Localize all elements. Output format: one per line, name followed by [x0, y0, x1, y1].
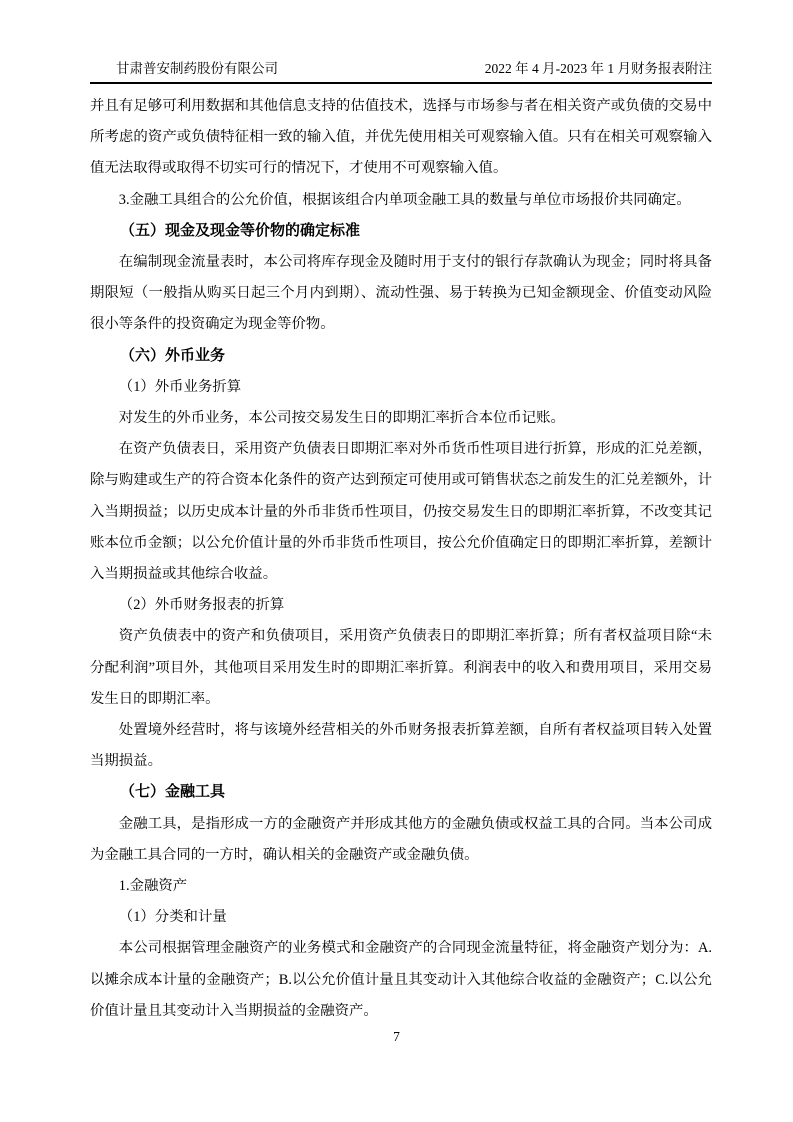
section-heading: （七）金融工具 [120, 784, 226, 801]
paragraph: 本公司根据管理金融资产的业务模式和金融资产的合同现金流量特征，将金融资产划分为：A.以摊余成本计量的金融资产；B.以公允价值计量且其变动计入其他综合收益的金融资产；C.以公允价值计量且其变动计入当期损益的金融资产。 [90, 940, 712, 1019]
paragraph: 资产负债表中的资产和负债项目，采用资产负债表日的即期汇率折算；所有者权益项目除“未分配利润”项目外，其他项目采用发生时的即期汇率折算。利润表中的收入和费用项目，采用交易发生日的即期汇率。 [90, 628, 712, 707]
paragraph: 对发生的外币业务，本公司按交易发生日的即期汇率折合本位币记账。 [118, 410, 565, 427]
section-heading: （五）现金及现金等价物的确定标准 [120, 222, 361, 239]
document-body [90, 91, 712, 1027]
paragraph: 处置境外经营时，将与该境外经营相关的外币财务报表折算差额，自所有者权益项目转入处置当期损益。 [90, 722, 712, 770]
sub-heading: （2）外币财务报表的折算 [118, 597, 285, 614]
sub-heading: （1）分类和计量 [118, 909, 227, 926]
header-company-name: 甘肃普安制药股份有限公司 [116, 61, 278, 76]
page-header [90, 60, 712, 84]
section-heading: （六）外币业务 [120, 347, 226, 364]
page-number: 7 [393, 1029, 400, 1044]
sub-heading: 1.金融资产 [118, 878, 188, 895]
paragraph: 在资产负债表日，采用资产负债表日即期汇率对外币货币性项目进行折算，形成的汇兑差额，除与购建或生产的符合资本化条件的资产达到预定可使用或可销售状态之前发生的汇兑差额外，计入当期损益；以历史成本计量的外币非货币性项目，仍按交易发生日的即期汇率折算，不改变其记账本位币金额；以公允价值计量的外币非货币性项目，按公允价值确定日的即期汇率折算，差额计入当期损益或其他综合收益。 [90, 441, 712, 583]
paragraph: 3.金融工具组合的公允价值，根据该组合内单项金融工具的数量与单位市场报价共同确定。 [118, 191, 691, 208]
paragraph: 金融工具，是指形成一方的金融资产并形成其他方的金融负债或权益工具的合同。当本公司成为金融工具合同的一方时，确认相关的金融资产或金融负债。 [90, 815, 712, 863]
sub-heading: （1）外币业务折算 [118, 378, 242, 395]
header-row [90, 60, 712, 78]
paragraph: 在编制现金流量表时，本公司将库存现金及随时用于支付的银行存款确认为现金；同时将具备期限短（一般指从购买日起三个月内到期）、流动性强、易于转换为已知金额现金、价值变动风险很小等条件的投资确定为现金等价物。 [90, 254, 712, 333]
header-report-title: 2022 年 4 月-2023 年 1 月财务报表附注 [484, 61, 712, 76]
paragraph: 并且有足够可利用数据和其他信息支持的估值技术，选择与市场参与者在相关资产或负债的交易中所考虑的资产或负债特征相一致的输入值，并优先使用相关可观察输入值。只有在相关可观察输入值无法取得或取得不切实可行的情况下，才使用不可观察输入值。 [90, 98, 712, 177]
page-footer [0, 1028, 793, 1046]
